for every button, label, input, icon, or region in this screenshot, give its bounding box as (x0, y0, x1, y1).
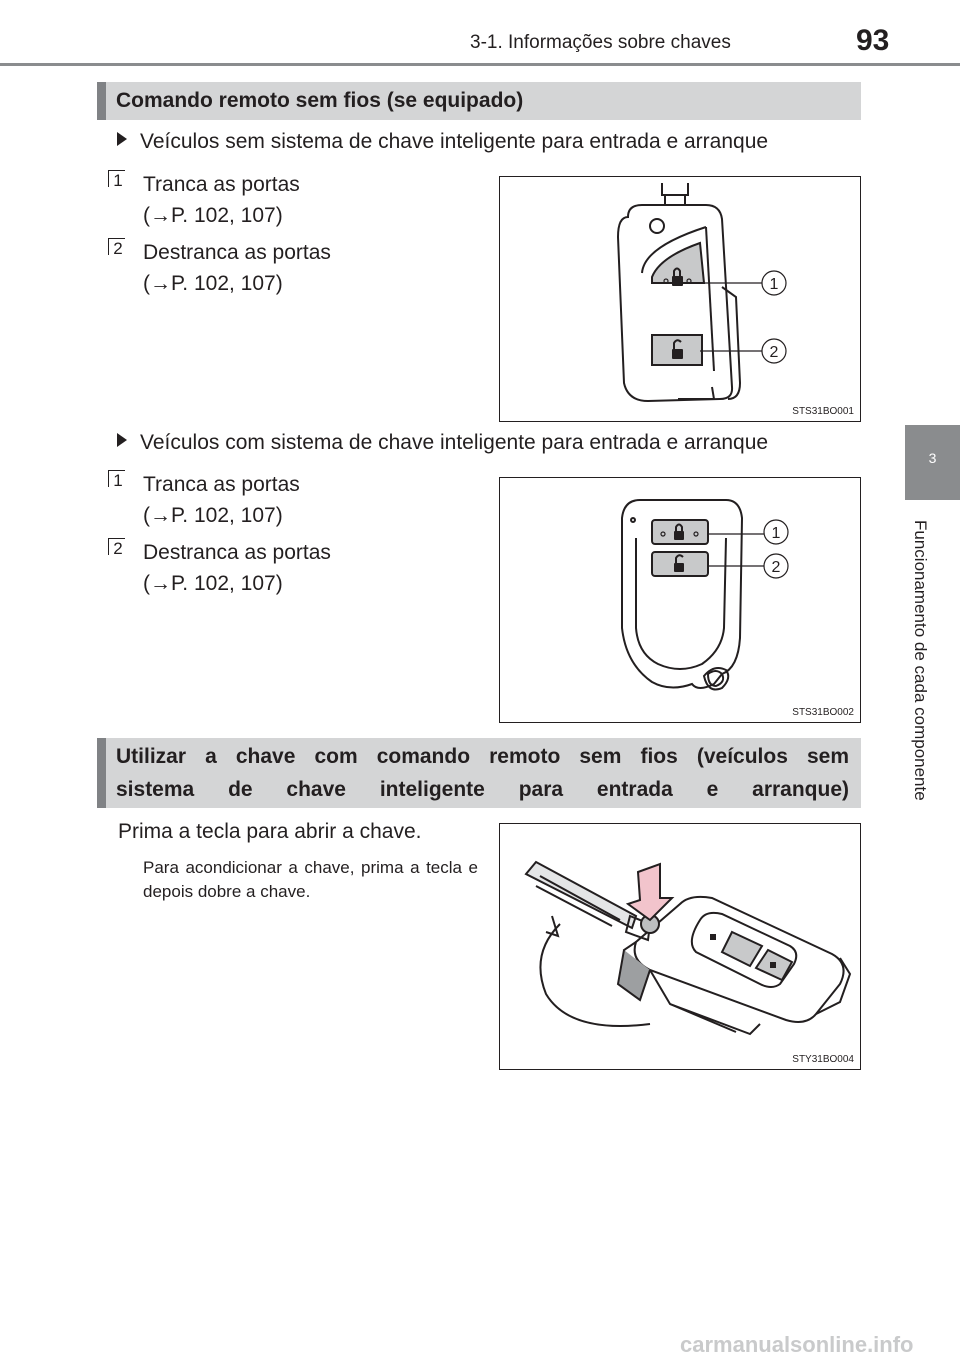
callout-label: 1 (771, 525, 781, 542)
bullet-triangle-icon (117, 433, 127, 447)
item-number-badge: 2 (108, 238, 128, 260)
section-heading-use-key (97, 738, 861, 808)
page-reference: (→P. 102, 107) (143, 504, 283, 527)
callout-label: 2 (769, 344, 779, 361)
item-number-badge: 1 (108, 470, 128, 492)
section-heading-remote: Comando remoto sem fios (se equipado) (97, 82, 861, 120)
open-key-illustration (500, 824, 860, 1069)
page-number: 93 (856, 24, 890, 57)
item-number-badge: 2 (108, 538, 128, 560)
bullet-no-smart-key: Veículos sem sistema de chave inteligente para entrada e arranque (117, 130, 768, 154)
smart-key-illustration (500, 478, 860, 722)
list-item-unlock: Destranca as portas (→P. 102, 107) (143, 537, 331, 599)
page-reference: (→P. 102, 107) (143, 272, 283, 295)
callout-label: 1 (769, 276, 779, 293)
page-reference: (→P. 102, 107) (143, 204, 283, 227)
running-header-title: 3-1. Informações sobre chaves (470, 32, 731, 53)
watermark-text: carmanualsonline.info (680, 1332, 914, 1357)
figure-open-key (499, 823, 861, 1070)
page-reference: (→P. 102, 107) (143, 572, 283, 595)
figure-code: STS31BO002 (792, 707, 854, 718)
callout-label: 2 (771, 559, 781, 576)
item-number-badge: 1 (108, 170, 128, 192)
instruction-text: Prima a tecla para abrir a chave. (118, 820, 422, 843)
heading-line: sistema de chave inteligente para entrada e arranque) (116, 778, 849, 801)
list-item-unlock: Destranca as portas (→P. 102, 107) (143, 237, 331, 299)
list-item-lock: Tranca as portas (→P. 102, 107) (143, 469, 300, 531)
figure-code: STY31BO004 (792, 1054, 854, 1065)
figure-code: STS31BO001 (792, 406, 854, 417)
list-item-lock: Tranca as portas (→P. 102, 107) (143, 169, 300, 231)
header-divider (0, 63, 960, 66)
press-arrow-icon (628, 864, 672, 920)
bullet-triangle-icon (117, 132, 127, 146)
figure-flip-key-remote (499, 176, 861, 422)
heading-line: Utilizar a chave com comando remoto sem fios (veículos sem (116, 745, 849, 768)
chapter-label: Funcionamento de cada componente (911, 520, 930, 801)
bullet-smart-key: Veículos com sistema de chave inteligente para entrada e arranque (117, 431, 768, 455)
chapter-number: 3 (928, 450, 937, 466)
flip-key-illustration (500, 177, 860, 421)
instruction-note: Para acondicionar a chave, prima a tecla e depois dobre a chave. (143, 858, 478, 901)
figure-smart-key-remote (499, 477, 861, 723)
